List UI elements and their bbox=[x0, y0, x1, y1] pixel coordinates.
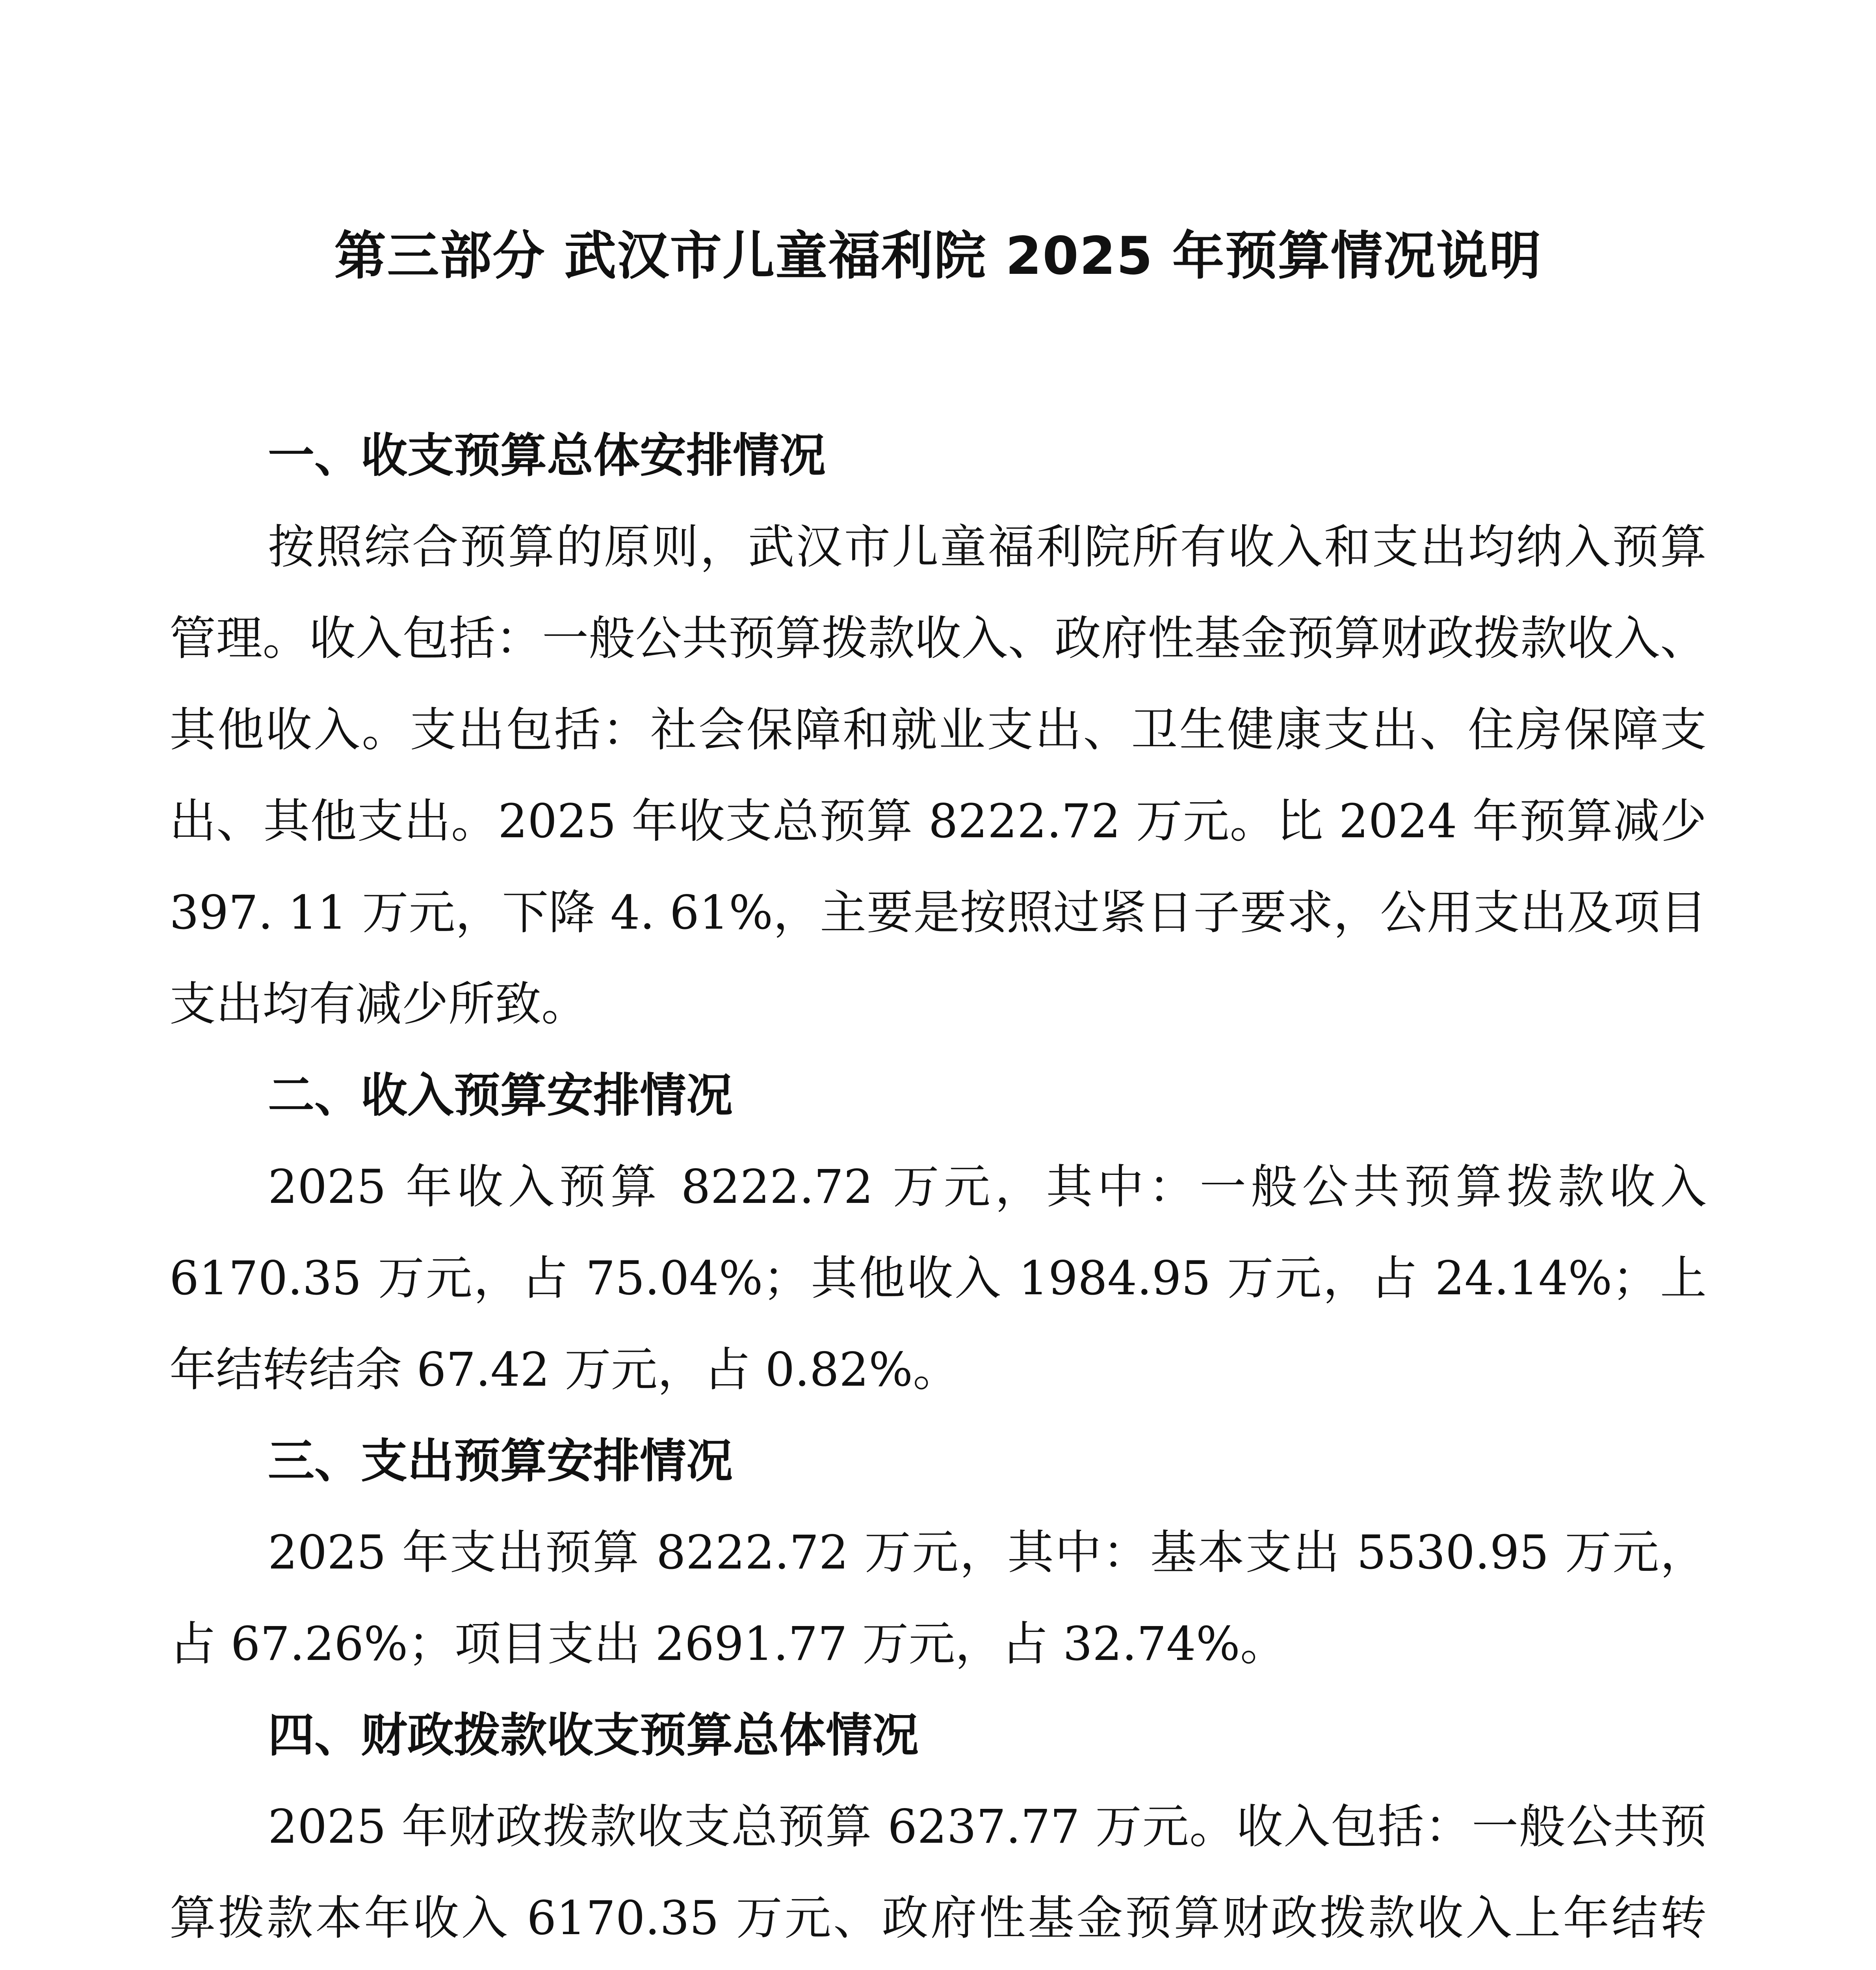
section-heading-3: 三、支出预算安排情况 bbox=[268, 1434, 733, 1488]
section-2-paragraph-1: 2025 年收入预算 8222.72 万元，其中：一般公共预算拨款收入 6170.35 万元，占 75.04%；其他收入 1984.95 万元，占 24.14%；上年结转结余 67.42 万元，占 0.82%。 bbox=[169, 1160, 1707, 1397]
section-4-paragraph-1: 2025 年财政拨款收支总预算 6237.77 万元。收入包括：一般公共预算拨款本年收入 6170.35 万元、政府性基金预算财政拨款收入上年结转 bbox=[169, 1799, 1707, 1945]
section-heading-2: 二、收入预算安排情况 bbox=[268, 1068, 733, 1123]
section-1-paragraph-1: 按照综合预算的原则，武汉市儿童福利院所有收入和支出均纳入预算管理。收入包括：一般公共预算拨款收入、政府性基金预算财政拨款收入、其他收入。支出包括：社会保障和就业支出、卫生健康支出、住房保障支出、其他支出。2025 年收支总预算 8222.72 万元。比 2024 年预算减少 397. 11 万元，下降 4. 61%，主要是按照过紧日子要求，公用支出及项目支出均有减少所致。 bbox=[169, 520, 1707, 1031]
section-3-paragraph-1: 2025 年支出预算 8222.72 万元，其中：基本支出 5530.95 万元，占 67.26%；项目支出 2691.77 万元，占 32.74%。 bbox=[169, 1525, 1707, 1671]
document-body bbox=[169, 410, 1707, 1970]
section-heading-4: 四、财政拨款收支预算总体情况 bbox=[268, 1708, 919, 1762]
section-heading-1: 一、收支预算总体安排情况 bbox=[268, 428, 826, 483]
document-title: 第三部分 武汉市儿童福利院 2025 年预算情况说明 bbox=[334, 226, 1542, 286]
